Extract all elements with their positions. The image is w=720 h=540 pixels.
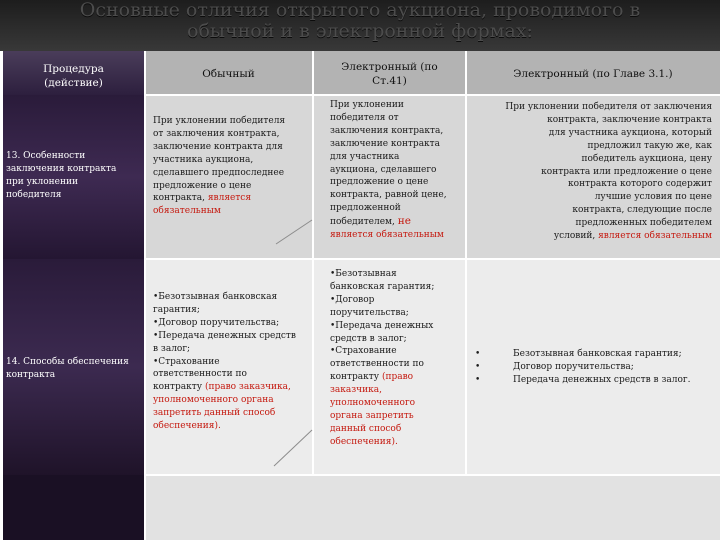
highlighted-text: является обязательным xyxy=(330,230,444,241)
text-segment: контракту xyxy=(330,372,380,383)
highlighted-text: запретить данный способ xyxy=(153,408,276,419)
text-line: •Страхование xyxy=(153,356,220,367)
header-electronic-41-line: Ст.41) xyxy=(372,75,407,87)
text-line: победитель аукциона, цену xyxy=(581,153,712,164)
header-procedure-line: Процедура xyxy=(43,63,104,75)
text-line: При уклонении xyxy=(330,100,404,110)
text-line: ответственности по xyxy=(153,369,247,380)
text-segment: контракта, xyxy=(153,193,205,204)
row13-label-line: заключения контракта xyxy=(6,163,117,174)
text-line: •Передача денежных xyxy=(330,320,434,331)
row13-electronic-31-text xyxy=(466,101,720,243)
text-line: предложенной xyxy=(330,203,401,214)
row13-electronic-41-text xyxy=(330,99,466,242)
text-line: победителя от xyxy=(330,112,399,123)
text-line: в залог; xyxy=(153,343,191,354)
row13-label-line: победителя xyxy=(6,189,62,200)
text-line: При уклонении победителя от заключения xyxy=(505,102,712,112)
text-segment: условий, xyxy=(553,231,596,242)
text-line: банковская гарантия; xyxy=(330,281,435,292)
text-line: контракта, заключение контракта xyxy=(547,114,712,125)
text-line: лучшие условия по цене xyxy=(594,192,712,203)
text-line: •Страхование xyxy=(330,346,397,357)
highlighted-text: (право заказчика, xyxy=(204,382,291,393)
text-line: •Договор поручительства; xyxy=(153,317,280,328)
text-line: контракта, равной цене, xyxy=(330,190,447,201)
text-line: поручительства; xyxy=(330,307,409,318)
diagonal-stroke xyxy=(274,430,312,466)
highlighted-text: уполномоченного xyxy=(330,398,416,409)
text-line: сделавшего предпоследнее xyxy=(153,167,285,178)
list-item-text: Договор поручительства; xyxy=(513,362,634,372)
row14-electronic-41-text xyxy=(330,268,466,449)
text-line: заключения контракта, xyxy=(330,125,444,136)
row14-ordinary-text xyxy=(153,291,311,433)
text-line: гарантия; xyxy=(153,304,200,315)
text-segment: контракту xyxy=(153,382,203,393)
text-line: аукциона, сделавшего xyxy=(330,164,437,175)
text-line: •Безотзывная xyxy=(330,269,397,279)
bullet-icon: • xyxy=(475,349,481,359)
text-line: предложил такую же, как xyxy=(587,140,712,151)
text-line: предложение о цене xyxy=(330,177,429,188)
highlighted-text: уполномоченного органа xyxy=(153,395,274,406)
highlighted-text: данный способ xyxy=(330,423,402,434)
list-item xyxy=(475,374,715,387)
highlighted-text: не xyxy=(397,215,412,228)
text-line xyxy=(466,230,712,243)
slide-title-line-2: обычной и в электронной формах: xyxy=(187,20,533,42)
list-item xyxy=(475,348,715,361)
list-item-text: Передача денежных средств в залог. xyxy=(513,375,691,385)
text-line: участника аукциона, xyxy=(153,154,254,165)
list-item-text: Безотзывная банковская гарантия; xyxy=(513,349,682,359)
text-line: контракта или предложение о цене xyxy=(541,166,712,177)
text-line: ответственности по xyxy=(330,359,424,370)
text-line xyxy=(153,192,311,205)
text-line: •Безотзывная банковская xyxy=(153,292,278,302)
row14-electronic-31-list xyxy=(475,348,715,387)
text-line: •Договор xyxy=(330,294,375,305)
highlighted-text: обеспечения). xyxy=(153,421,221,432)
highlighted-text: является xyxy=(207,193,252,204)
text-line: для участника xyxy=(330,151,400,162)
row13-ordinary-text xyxy=(153,115,311,218)
list-item xyxy=(475,361,715,374)
bullet-icon: • xyxy=(475,375,481,385)
text-line xyxy=(330,371,466,384)
text-line: предложенных победителем xyxy=(575,218,712,229)
header-electronic-31: Электронный (по Главе 3.1.) xyxy=(513,68,673,80)
header-procedure-line: (действие) xyxy=(44,77,103,89)
header-procedure xyxy=(3,62,144,90)
text-line: •Передача денежных средств xyxy=(153,330,296,341)
header-electronic-41-line: Электронный (по xyxy=(341,61,438,73)
text-line: средств в залог; xyxy=(330,333,407,344)
highlighted-text: обеспечения). xyxy=(330,436,398,447)
text-segment: победителем, xyxy=(330,217,395,228)
highlighted-text: обязательным xyxy=(153,206,221,217)
highlighted-text: (право xyxy=(381,372,414,383)
text-line: от заключения контракта, xyxy=(153,128,280,139)
text-line xyxy=(330,215,466,229)
bullet-icon: • xyxy=(475,362,481,372)
row13-label-line: при уклонении xyxy=(6,176,78,187)
highlighted-text: заказчика, xyxy=(330,385,382,396)
row13-label xyxy=(6,150,144,202)
slide-title-line-1: Основные отличия открытого аукциона, проводимого в xyxy=(79,0,641,21)
header-electronic-41 xyxy=(313,60,466,88)
text-line xyxy=(153,381,311,394)
row13-label-line: 13. Особенности xyxy=(6,151,86,161)
text-line: При уклонении победителя xyxy=(153,116,286,126)
diagonal-stroke xyxy=(276,220,312,244)
header-ordinary: Обычный xyxy=(202,68,255,80)
row14-label-line: контракта xyxy=(6,369,56,380)
text-line: контракта, следующие после xyxy=(572,205,712,216)
text-line: заключение контракта для xyxy=(153,141,283,152)
row14-label-line: 14. Способы обеспечения xyxy=(6,357,129,367)
text-line: заключение контракта xyxy=(330,138,441,149)
text-line: контракта которого содержит xyxy=(568,179,712,190)
row14-label xyxy=(6,356,144,382)
text-line: предложение о цене xyxy=(153,180,252,191)
highlighted-text: органа запретить xyxy=(330,410,414,421)
text-line: для участника аукциона, который xyxy=(548,127,712,138)
highlighted-text: является обязательным xyxy=(598,231,712,242)
